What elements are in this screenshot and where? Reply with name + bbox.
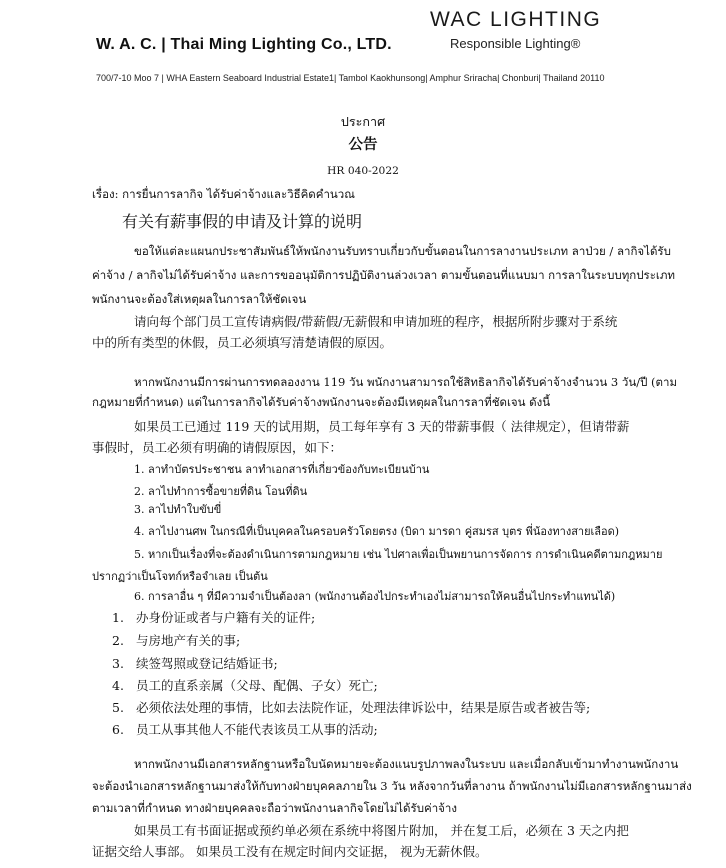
list-item-chinese <box>112 608 315 626</box>
paragraph-thai-line: ค่าจ้าง / ลากิจไม่ได้รับค่าจ้าง และการขออนุมัติการปฏิบัติงานล่วงเวลา ตามขั้นตอนที่แนบมา การลาในระบบทุกประเภท <box>92 268 676 282</box>
list-number: 3. <box>112 656 124 671</box>
list-text: 必须依法处理的事情，比如去法院作证，处理法律诉讼中，结果是原告或者被告等; <box>136 700 591 715</box>
company-name: W. A. C. | Thai Ming Lighting Co., LTD. <box>96 36 392 53</box>
list-item-thai: 3. ลาไปทำใบขับขี่ <box>134 503 222 516</box>
paragraph-thai-line: หากพนักงานมีการผ่านการทดลองงาน 119 วัน พนักงานสามารถใช้สิทธิลากิจได้รับค่าจ้างจำนวน 3 วัน/ปี (ตาม <box>134 375 678 389</box>
list-number: 2. <box>112 633 124 648</box>
list-item-chinese <box>112 720 378 738</box>
logo-tagline: Responsible Lighting® <box>450 36 581 51</box>
notice-reference-number: HR 040-2022 <box>327 164 399 177</box>
list-text: 续签驾照或登记结婚证书; <box>136 656 278 671</box>
notice-subject-chinese: 有关有薪事假的申请及计算的说明 <box>122 212 363 231</box>
list-number: 5. <box>112 700 124 715</box>
list-item-thai: 5. หากเป็นเรื่องที่จะต้องดำเนินการตามกฎหมาย เช่น ไปศาลเพื่อเป็นพยานการจัดการ การดำเนินคดีตามกฎหมาย <box>134 548 663 561</box>
list-text: 办身份证或者与户籍有关的证件; <box>136 610 316 625</box>
list-text: 员工从事其他人不能代表该员工从事的活动; <box>136 722 378 737</box>
list-text: 与房地产有关的事; <box>136 633 241 648</box>
paragraph-chinese-line: 如果员工有书面证据或预约单必须在系统中将图片附加， 并在复工后，必须在 3 天之内把 <box>134 823 629 838</box>
list-item-thai: ปรากฏว่าเป็นโจทก์หรือจำเลย เป็นต้น <box>92 570 268 583</box>
notice-subject-thai: เรื่อง: การยื่นการลากิจ ได้รับค่าจ้างและวิธีคิดคำนวณ <box>92 187 355 201</box>
list-item-chinese <box>112 631 240 649</box>
list-number: 6. <box>112 722 124 737</box>
paragraph-thai-line: ตามเวลาที่กำหนด ทางฝ่ายบุคคลจะถือว่าพนักงานลากิจโดยไม่ได้รับค่าจ้าง <box>92 801 457 815</box>
paragraph-thai-line: กฎหมายที่กำหนด) แต่ในการลากิจได้รับค่าจ้างพนักงานจะต้องมีเหตุผลในการลาที่ชัดเจน ดังนี้ <box>92 395 551 409</box>
list-item-thai: 2. ลาไปทำการซื้อขายที่ดิน โอนที่ดิน <box>134 485 308 498</box>
notice-title-thai: ประกาศ <box>340 114 386 129</box>
paragraph-thai-line: หากพนักงานมีเอกสารหลักฐานหรือใบนัดหมายจะต้องแนบรูปภาพลงในระบบ และเมื่อกลับเข้ามาทำงานพนักงาน <box>134 757 679 771</box>
paragraph-thai-line: พนักงานจะต้องใส่เหตุผลในการลาให้ชัดเจน <box>92 292 307 306</box>
company-address: 700/7-10 Moo 7 | WHA Eastern Seaboard Industrial Estate1| Tambol Kaokhunsong| Amphur Sriracha| Chonburi| Thailand 20110 <box>96 73 605 83</box>
paragraph-thai-line: ขอให้แต่ละแผนกประชาสัมพันธ์ให้พนักงานรับทราบเกี่ยวกับขั้นตอนในการลางานประเภท ลาป่วย / ลากิจได้รับ <box>134 244 671 258</box>
paragraph-chinese-line: 证据交给人事部。 如果员工没有在规定时间内交证据， 视为无薪休假。 <box>92 844 488 859</box>
list-item-chinese <box>112 654 278 672</box>
list-item-thai: 4. ลาไปงานศพ ในกรณีที่เป็นบุคคลในครอบครัวโดยตรง (บิดา มารดา คู่สมรส บุตร พี่น้องทางสายเลือด) <box>134 525 620 538</box>
list-item-thai: 1. ลาทำบัตรประชาชน ลาทำเอกสารที่เกี่ยวข้องกับทะเบียนบ้าน <box>134 463 430 476</box>
paragraph-chinese-line: 中的所有类型的休假，员工必须填写清楚请假的原因。 <box>92 335 393 350</box>
list-text: 员工的直系亲属（父母、配偶、子女）死亡; <box>136 678 378 693</box>
paragraph-thai-line: จะต้องนำเอกสารหลักฐานมาส่งให้กับทางฝ่ายบุคคลภายใน 3 วัน หลังจากวันที่ลางาน ถ้าพนักงานไม่มีเอกสารหลักฐานมาส่ง <box>92 779 692 793</box>
list-number: 1. <box>112 610 124 625</box>
list-number: 4. <box>112 678 124 693</box>
list-item-chinese <box>112 676 378 694</box>
paragraph-chinese-line: 请向每个部门员工宣传请病假/带薪假/无薪假和申请加班的程序，根据所附步骤对于系统 <box>134 314 618 329</box>
paragraph-chinese-line: 如果员工已通过 119 天的试用期，员工每年享有 3 天的带薪事假（ 法律规定），但请带薪 <box>134 419 630 434</box>
notice-title-chinese: 公告 <box>348 136 378 153</box>
list-item-thai: 6. การลาอื่น ๆ ที่มีความจำเป็นต้องลา (พนักงานต้องไปกระทำเองไม่สามารถให้คนอื่นไปกระทำแทนได้) <box>134 590 616 603</box>
list-item-chinese <box>112 698 590 716</box>
paragraph-chinese-line: 事假时，员工必须有明确的请假原因，如下： <box>92 440 343 455</box>
logo-main: WAC LIGHTING <box>430 8 602 31</box>
